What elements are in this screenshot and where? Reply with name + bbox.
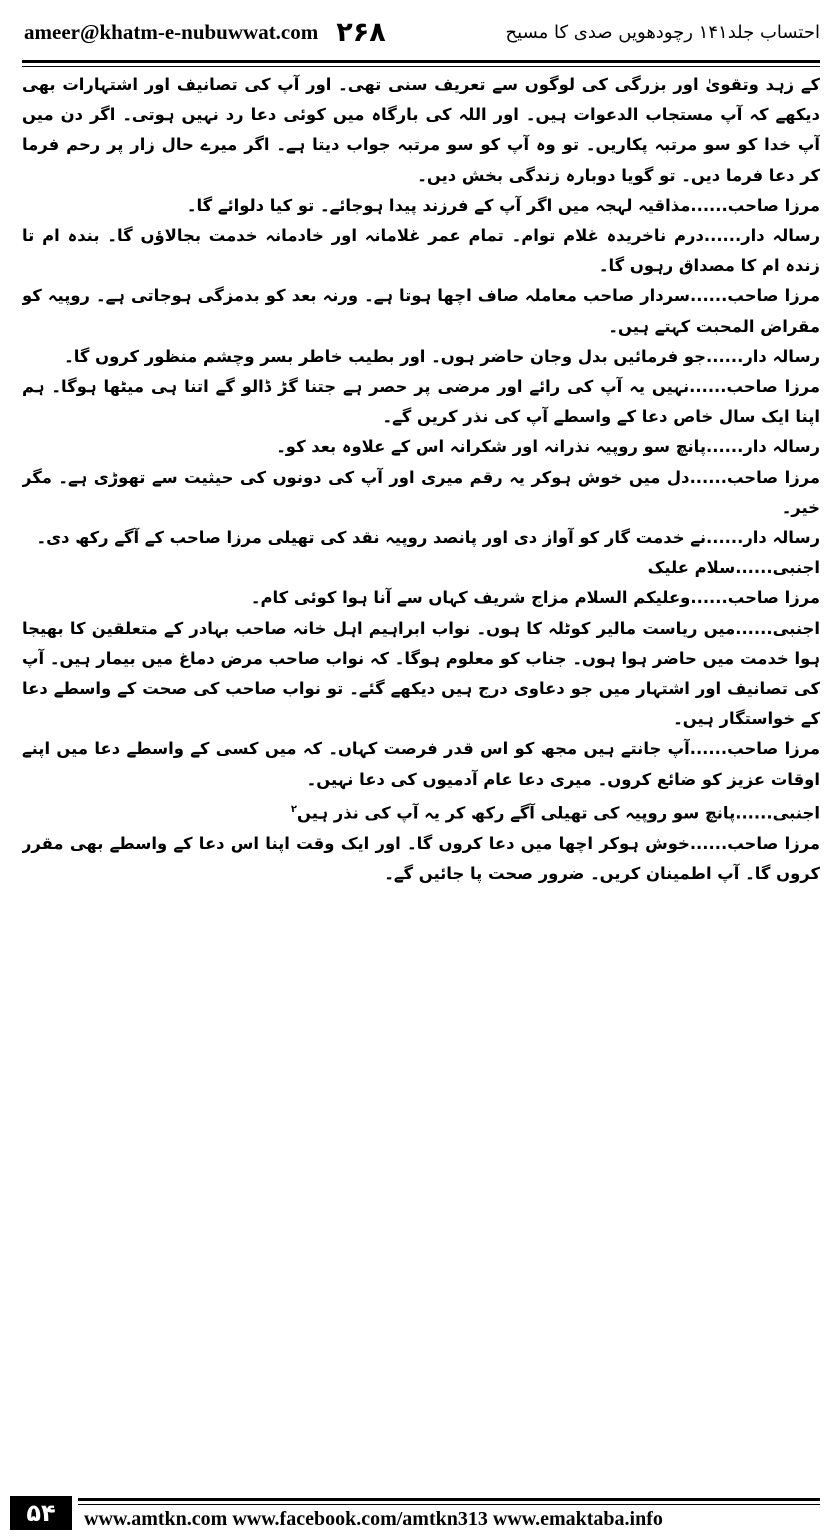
dialogue-paragraph bbox=[22, 342, 820, 372]
speaker-separator: ...... bbox=[689, 833, 728, 853]
paragraph-text: کے زہد وتقویٰ اور بزرگی کی لوگوں سے تعریف سنی تھی۔ اور آپ کی تصانیف اور اشتہارات بھی دیکھے کہ آپ مستجاب الدعوات ہیں۔ اور اللہ کی بارگاہ میں کوئی دعا رد نہیں ہوتی۔ اگر دن میں آپ خدا کو سو مرتبہ پکاریں۔ تو وہ آپ کو سو مرتبہ جواب دیتا ہے۔ اگر میرے حال زار پر رحم فرما کر دعا فرما دیں۔ تو گویا دوبارہ زندگی بخش دیں۔ bbox=[22, 75, 820, 185]
speaker-separator: ...... bbox=[735, 803, 773, 823]
speaker-separator: ...... bbox=[689, 739, 728, 759]
dialogue-paragraph bbox=[22, 553, 820, 583]
speaker-separator: ...... bbox=[690, 588, 728, 608]
footer-links: www.amtkn.com www.facebook.com/amtkn313 www.emaktaba.info bbox=[84, 1508, 663, 1530]
page-footer bbox=[0, 1492, 840, 1540]
dialogue-paragraph bbox=[22, 734, 820, 794]
speaker-label: اجنبی bbox=[772, 558, 820, 578]
paragraph-text: وعلیکم السلام مزاج شریف کہاں سے آنا ہوا کوئی کام۔ bbox=[250, 588, 691, 608]
dialogue-paragraph bbox=[22, 523, 820, 553]
dialogue-paragraph bbox=[22, 795, 820, 829]
dialogue-paragraph bbox=[22, 221, 820, 281]
body-text bbox=[22, 70, 820, 1470]
speaker-separator: ...... bbox=[690, 195, 728, 215]
paragraph-text: سلام علیک bbox=[647, 558, 736, 578]
paragraph-text: میں ریاست مالیر کوٹلہ کا ہوں۔ نواب ابراہیم اہل خانہ صاحب بہادر کے متعلقین کا بھیجا ہوا خدمت میں حاضر ہوا ہوں۔ جناب کو معلوم ہوگا۔ کہ نواب صاحب مرض دماغ میں بیمار ہیں۔ آپ کی تصانیف اور اشتہار میں جو دعاوی درج ہیں دیکھے گئے۔ تو نواب صاحب کی صحت کے واسطے دعا کے خواستگار ہیں۔ bbox=[22, 618, 820, 729]
header-rule-thick bbox=[22, 60, 820, 63]
speaker-label: مرزا صاحب bbox=[727, 833, 820, 853]
paragraph-text: جو فرمائیں بدل وجان حاضر ہوں۔ اور بطیب خاطر بسر وچشم منظور کروں گا۔ bbox=[64, 346, 706, 366]
speaker-label: مرزا صاحب bbox=[726, 467, 820, 487]
speaker-separator: ...... bbox=[689, 377, 727, 397]
dialogue-paragraph bbox=[22, 463, 820, 523]
dialogue-paragraph bbox=[22, 191, 820, 221]
speaker-label: رسالہ دار bbox=[743, 528, 820, 548]
speaker-label: اجنبی bbox=[772, 618, 820, 638]
speaker-separator: ...... bbox=[706, 346, 744, 366]
dialogue-paragraph bbox=[22, 614, 820, 735]
speaker-separator: ...... bbox=[690, 286, 728, 306]
paragraph-text: پانچ سو روپیہ نذرانہ اور شکرانہ اس کے علاوہ بعد کو۔ bbox=[276, 437, 706, 457]
paragraph-text: مذاقیہ لہجہ میں اگر آپ کے فرزند پیدا ہوجائے۔ تو کیا دلوائے گا۔ bbox=[186, 195, 691, 215]
speaker-separator: ...... bbox=[689, 467, 727, 487]
speaker-label: مرزا صاحب bbox=[727, 286, 820, 306]
speaker-label: رسالہ دار bbox=[743, 437, 820, 457]
speaker-label: رسالہ دار bbox=[741, 226, 820, 246]
speaker-separator: ...... bbox=[703, 226, 742, 246]
paragraph-text: نہیں یہ آپ کی رائے اور مرضی پر حصر ہے جتنا گڑ ڈالو گے اتنا ہی میٹھا ہوگا۔ ہم اپنا ایک سال خاص دعا کے واسطے آپ کی نذر کریں گے۔ bbox=[22, 377, 820, 427]
paragraph-text: نے خدمت گار کو آواز دی اور پانصد روپیہ نقد کی تھیلی مرزا صاحب کے آگے رکھ دی۔ bbox=[36, 528, 706, 548]
dialogue-paragraph bbox=[22, 372, 820, 432]
dialogue-paragraph bbox=[22, 432, 820, 462]
speaker-label: مرزا صاحب bbox=[727, 588, 820, 608]
paragraph-text: آپ جانتے ہیں مجھ کو اس قدر فرصت کہاں۔ کہ میں کسی کے واسطے دعا میں اپنے اوقات عزیز کو ضائع کروں۔ میری دعا عام آدمیوں کی دعا نہیں۔ bbox=[22, 739, 820, 789]
header-page-number: ۲۶۸ bbox=[336, 16, 386, 48]
speaker-separator: ...... bbox=[706, 437, 744, 457]
header-email: ameer@khatm-e-nubuwwat.com bbox=[24, 19, 319, 44]
speaker-label: اجنبی bbox=[772, 803, 820, 823]
speaker-label: مرزا صاحب bbox=[727, 739, 820, 759]
speaker-separator: ...... bbox=[706, 528, 744, 548]
header-book-title: احتساب جلد۱۴۱ رچودھویں صدی کا مسیح bbox=[505, 21, 820, 43]
paragraph-text: سردار صاحب معاملہ صاف اچھا ہوتا ہے۔ ورنہ بعد کو بدمزگی ہوجاتی ہے۔ روپیہ کو مقراض المحبت کہتے ہیں۔ bbox=[22, 286, 820, 336]
speaker-label: رسالہ دار bbox=[743, 346, 820, 366]
dialogue-paragraph bbox=[22, 70, 820, 191]
footer-page-number: ۵۴ bbox=[10, 1496, 72, 1530]
speaker-separator: ...... bbox=[735, 558, 773, 578]
header-rule-thin bbox=[22, 66, 820, 67]
paragraph-text: دل میں خوش ہوکر یہ رقم میری اور آپ کی دونوں کی حیثیت سے تھوڑی ہے۔ مگر خیر۔ bbox=[22, 467, 820, 517]
paragraph-text: درم ناخریدہ غلام توام۔ تمام عمر غلامانہ اور خادمانہ خدمت بجالاؤں گا۔ بندہ ام تا زندہ ام کا مصداق رہوں گا۔ bbox=[22, 226, 820, 276]
dialogue-paragraph bbox=[22, 281, 820, 341]
dialogue-paragraph bbox=[22, 829, 820, 889]
page-header bbox=[24, 14, 820, 50]
paragraph-text: خوش ہوکر اچھا میں دعا کروں گا۔ اور ایک وقت اپنا اس دعا کے واسطے بھی مقرر کروں گا۔ آپ اطمینان کریں۔ ضرور صحت پا جائیں گے۔ bbox=[22, 833, 820, 883]
dialogue-paragraph bbox=[22, 583, 820, 613]
speaker-label: مرزا صاحب bbox=[726, 377, 820, 397]
footer-rule-thick bbox=[78, 1498, 820, 1501]
footnote-marker: ۲ bbox=[290, 803, 298, 815]
footer-rule-thin bbox=[78, 1504, 820, 1505]
paragraph-text: پانچ سو روپیہ کی تھیلی آگے رکھ کر یہ آپ کی نذر ہیں bbox=[297, 803, 736, 823]
speaker-label: مرزا صاحب bbox=[727, 195, 820, 215]
speaker-separator: ...... bbox=[735, 618, 773, 638]
